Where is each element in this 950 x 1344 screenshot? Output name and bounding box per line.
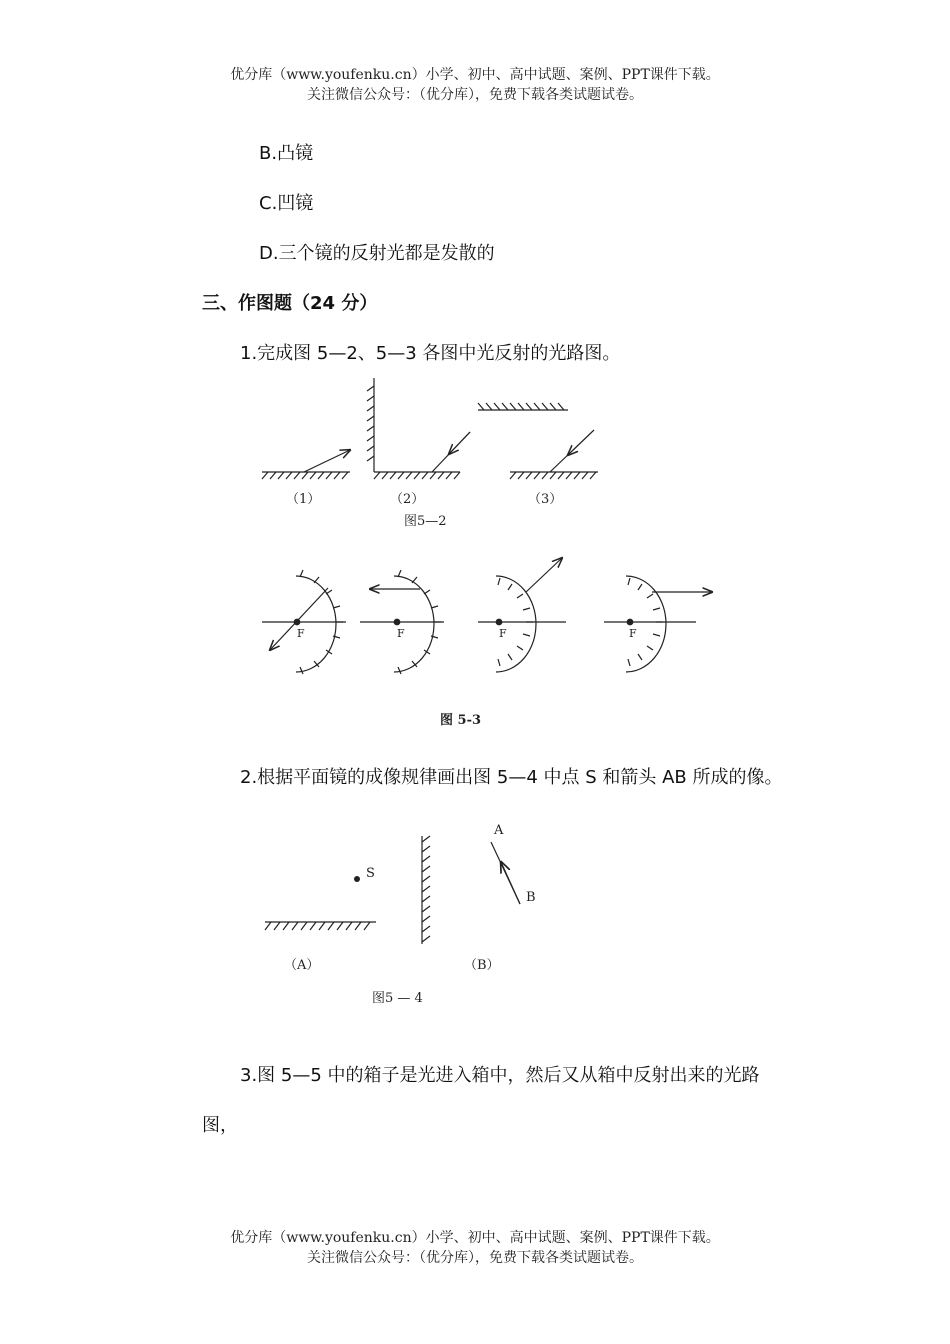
option-c: C.凹镜 bbox=[259, 193, 314, 214]
fig54-label-s: S bbox=[366, 866, 375, 881]
fig54-point-s bbox=[354, 876, 360, 882]
question-1: 1.完成图 5—2、5—3 各图中光反射的光路图。 bbox=[240, 343, 621, 364]
fig54-label-b: B bbox=[526, 890, 536, 905]
fig52-label-1: （1） bbox=[286, 492, 321, 507]
fig54-label-a: A bbox=[494, 823, 504, 838]
fig53-caption: 图 5-3 bbox=[440, 713, 482, 728]
section-title: 三、作图题（24 分） bbox=[202, 293, 378, 314]
footer-line-2: 关注微信公众号：（优分库），免费下载各类试题试卷。 bbox=[307, 1250, 643, 1266]
header-line-2: 关注微信公众号：（优分库），免费下载各类试题试卷。 bbox=[307, 87, 643, 103]
fig54-mirror-a bbox=[265, 922, 376, 930]
fig53-focus-label-4: F bbox=[629, 627, 637, 640]
header-line-1: 优分库（www.youfenku.cn）小学、初中、高中试题、案例、PPT课件下载。 bbox=[230, 67, 720, 83]
footer-line-1: 优分库（www.youfenku.cn）小学、初中、高中试题、案例、PPT课件下载。 bbox=[230, 1230, 720, 1246]
fig54-caption: 图5 — 4 bbox=[372, 991, 423, 1006]
fig52-label-2: （2） bbox=[390, 492, 425, 507]
question-3-line-1: 3.图 5—5 中的箱子是光进入箱中，然后又从箱中反射出来的光路 bbox=[240, 1065, 760, 1086]
fig54-sub-b: （B） bbox=[464, 958, 500, 973]
option-d: D.三个镜的反射光都是发散的 bbox=[259, 243, 495, 264]
question-3-line-2: 图， bbox=[202, 1115, 238, 1136]
fig53-focus-label-2: F bbox=[397, 627, 405, 640]
option-b: B.凸镜 bbox=[259, 143, 314, 164]
fig54-sub-a: （A） bbox=[284, 958, 320, 973]
fig52-caption: 图5—2 bbox=[404, 514, 447, 529]
question-2: 2.根据平面镜的成像规律画出图 5—4 中点 S 和箭头 AB 所成的像。 bbox=[240, 767, 783, 788]
fig54-mirror-b bbox=[422, 836, 430, 944]
fig53-focus-label-3: F bbox=[499, 627, 507, 640]
fig52-label-3: （3） bbox=[528, 492, 563, 507]
fig53-focus-label-1: F bbox=[297, 627, 305, 640]
